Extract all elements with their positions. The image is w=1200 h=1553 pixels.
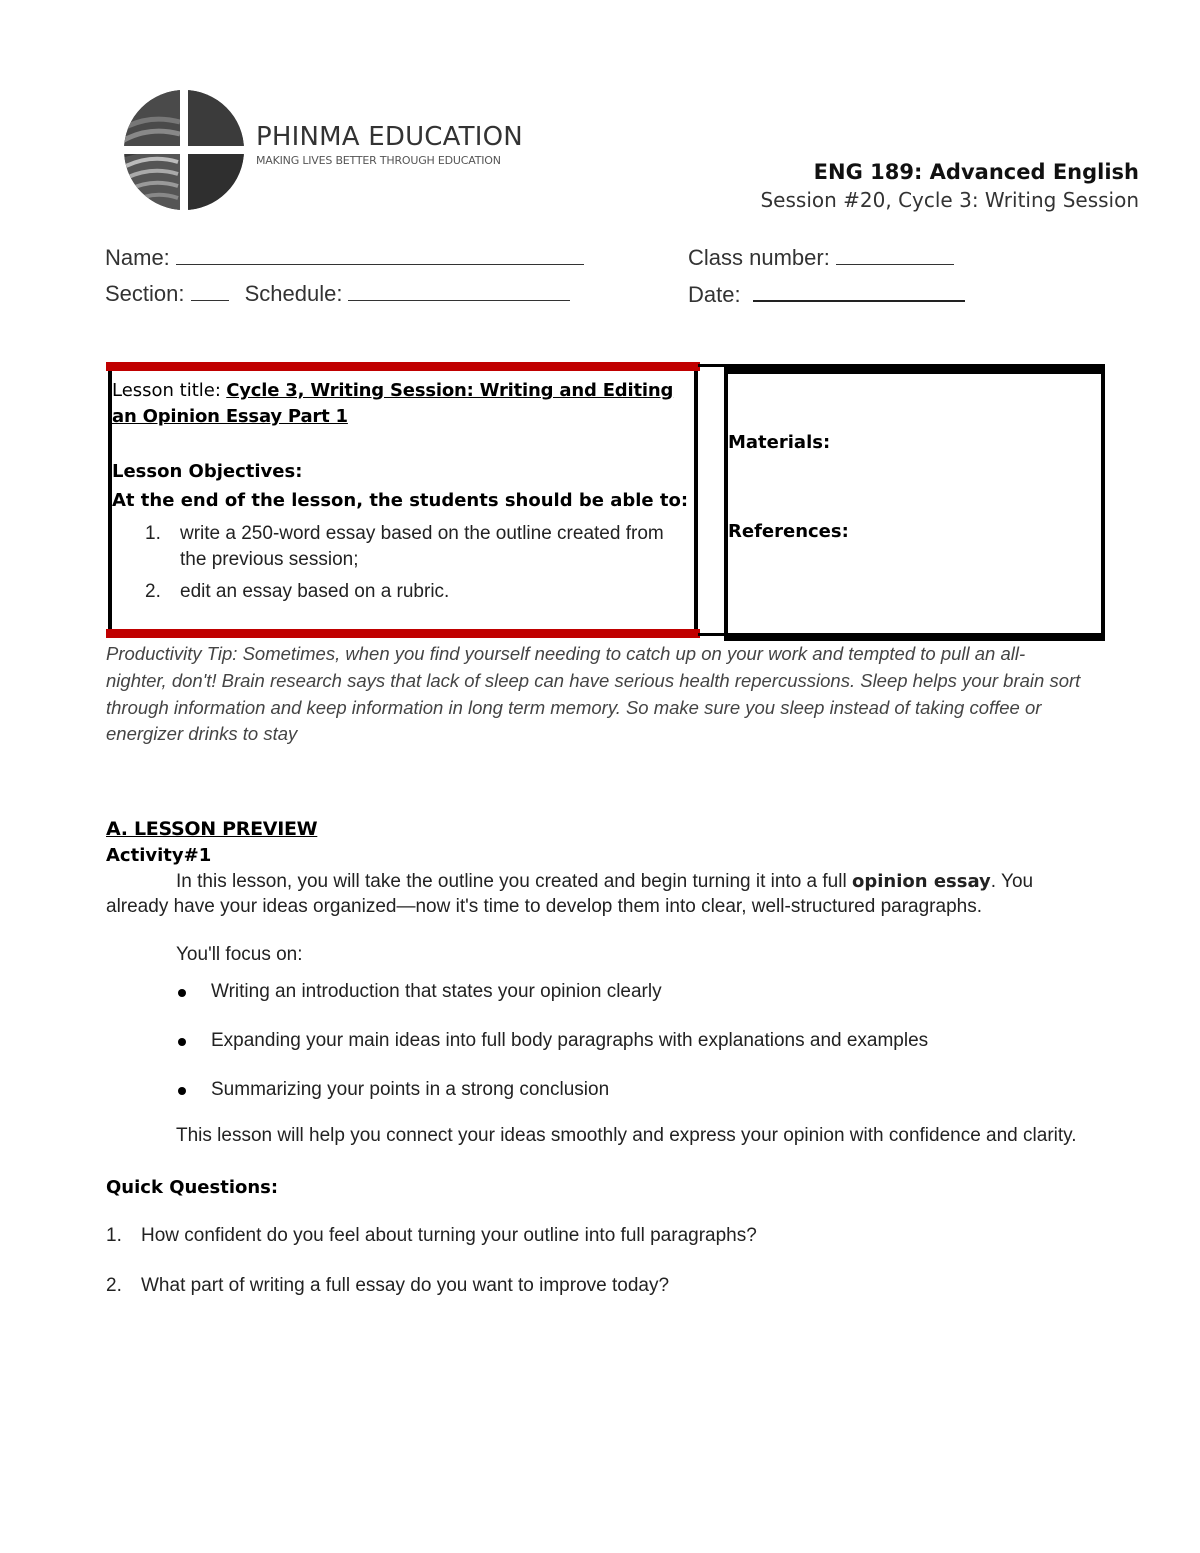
schedule-blank[interactable] — [348, 280, 570, 301]
date-blank[interactable] — [753, 280, 965, 302]
red-border-top — [106, 362, 700, 371]
lesson-details — [112, 378, 692, 605]
brand-name: PHINMA EDUCATION — [256, 122, 523, 152]
name-label: Name: — [105, 245, 170, 270]
list-item — [106, 1224, 1096, 1248]
closing-paragraph: This lesson will help you connect your ideas smoothly and express your opinion with confidence and clarity. — [176, 1125, 1077, 1146]
materials-box — [724, 364, 1105, 641]
section-title: A. LESSON PREVIEW — [106, 818, 318, 840]
intro-paragraph — [106, 870, 1096, 919]
red-border-bottom — [106, 629, 700, 638]
objective-number: 2. — [145, 581, 161, 602]
list-item — [106, 1078, 1096, 1102]
course-header — [760, 158, 1139, 214]
date-field[interactable] — [688, 280, 965, 309]
objective-text: write a 250-word essay based on the outline created from the previous session; — [180, 523, 664, 570]
question-text: What part of writing a full essay do you want to improve today? — [141, 1274, 670, 1296]
class-number-label: Class number: — [688, 245, 830, 270]
intro-text: In this lesson, you will take the outline you created and begin turning it into a full — [176, 871, 852, 892]
session-label: Session #20, Cycle 3: Writing Session — [760, 188, 1139, 212]
name-blank[interactable] — [176, 244, 584, 265]
list-item — [106, 980, 1096, 1004]
bullet-icon — [178, 1038, 186, 1046]
intro-text-after: . You already have your ideas organized—now it's time to develop them into clear, well-structured paragraphs. — [106, 871, 1034, 917]
name-field[interactable] — [105, 244, 584, 272]
objective-number: 1. — [145, 523, 161, 544]
objective-text: edit an essay based on a rubric. — [180, 581, 450, 602]
brand-block — [256, 122, 523, 168]
list-item — [106, 1274, 1096, 1298]
focus-item-text: Writing an introduction that states your opinion clearly — [211, 981, 662, 1002]
section-label: Section: — [105, 281, 185, 306]
class-number-blank[interactable] — [836, 244, 954, 265]
focus-intro: You'll focus on: — [176, 944, 303, 965]
box-connector — [698, 364, 726, 367]
objectives-list — [112, 521, 692, 605]
box-connector — [698, 633, 726, 636]
course-title: ENG 189: Advanced English — [813, 160, 1139, 184]
brand-tagline: MAKING LIVES BETTER THROUGH EDUCATION — [256, 154, 501, 167]
list-item — [106, 1029, 1096, 1053]
question-number: 2. — [106, 1274, 122, 1296]
objectives-intro: At the end of the lesson, the students should be able to: — [112, 490, 689, 511]
lesson-preview-section — [106, 816, 1096, 1324]
quick-questions-title: Quick Questions: — [106, 1176, 279, 1198]
activity-title: Activity#1 — [106, 845, 212, 866]
questions-list — [106, 1224, 1096, 1298]
lesson-title: Cycle 3, Writing Session: Writing and Editing an Opinion Essay Part 1 — [112, 380, 674, 427]
date-label: Date: — [688, 282, 741, 307]
focus-item-text: Expanding your main ideas into full body paragraphs with explanations and examples — [211, 1030, 929, 1051]
bullet-icon — [178, 989, 186, 997]
objectives-heading: Lesson Objectives: — [112, 461, 303, 482]
list-item — [112, 521, 692, 573]
list-item — [112, 579, 692, 605]
section-blank[interactable] — [191, 280, 229, 301]
schedule-label: Schedule: — [244, 281, 343, 306]
focus-item-text: Summarizing your points in a strong conclusion — [211, 1079, 610, 1100]
class-number-field[interactable] — [688, 244, 954, 272]
question-text: How confident do you feel about turning your outline into full paragraphs? — [141, 1224, 757, 1246]
intro-bold: opinion essay — [851, 871, 991, 892]
lesson-title-label: Lesson title: — [112, 380, 221, 401]
bullet-icon — [178, 1087, 186, 1095]
question-number: 1. — [106, 1224, 122, 1246]
section-field[interactable] — [105, 280, 570, 308]
focus-list — [106, 980, 1096, 1102]
phinma-logo — [122, 88, 246, 212]
references-label: References: — [728, 521, 849, 542]
productivity-tip: Productivity Tip: Sometimes, when you find yourself needing to catch up on your work and tempted to pull an all-nighter, don't! Brain research says that lack of sleep can have serious health repercussions. Sleep helps your brain sort through information and keep information in long term memory. So make sure you sleep instead of taking coffee or energizer drinks to stay — [106, 643, 1081, 745]
materials-label: Materials: — [728, 432, 831, 453]
